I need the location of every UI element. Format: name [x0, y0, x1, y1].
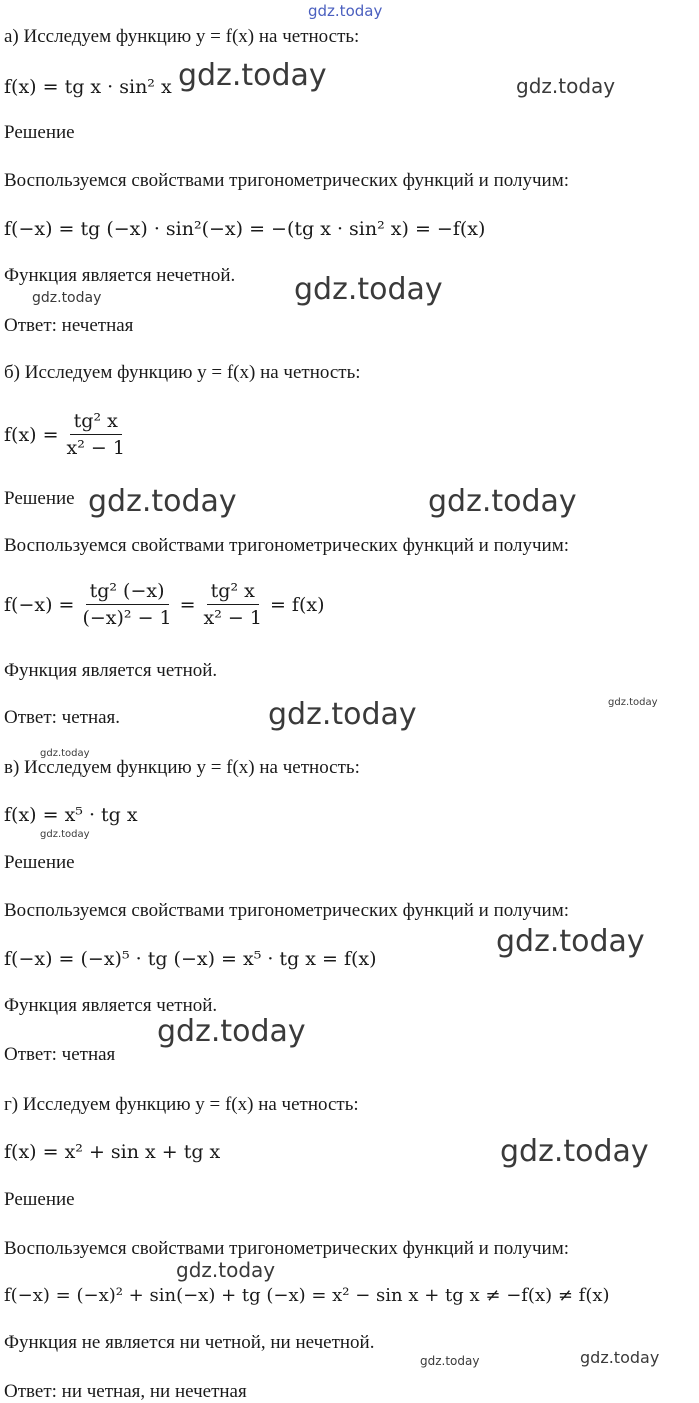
- part-b-function-denominator: x² − 1: [66, 437, 125, 459]
- part-b-calc-denominator-2: x² − 1: [203, 607, 262, 629]
- part-d-answer: Ответ: ни четная, ни нечетная: [4, 1381, 247, 1402]
- part-b-function: [4, 410, 133, 459]
- watermark-text: gdz.today: [294, 272, 443, 307]
- watermark-text: gdz.today: [40, 829, 90, 840]
- part-b-function-lhs: f(x) =: [4, 423, 59, 446]
- part-b-calc-rhs: = f(x): [269, 593, 325, 616]
- part-b-solution-label: Решение: [4, 488, 75, 509]
- part-b-function-numerator: tg² x: [70, 410, 122, 435]
- part-a-solution-label: Решение: [4, 122, 75, 143]
- watermark-text: gdz.today: [420, 1354, 480, 1368]
- watermark-text: gdz.today: [88, 484, 237, 519]
- part-c-task: в) Исследуем функцию y = f(x) на четность:: [4, 757, 360, 778]
- watermark-text: gdz.today: [580, 1348, 660, 1367]
- watermark-text: gdz.today: [157, 1014, 306, 1049]
- watermark-text: gdz.today: [516, 74, 616, 98]
- part-d-task: г) Исследуем функцию y = f(x) на четность:: [4, 1094, 359, 1115]
- watermark-text: gdz.today: [40, 748, 90, 759]
- watermark-text: gdz.today: [428, 484, 577, 519]
- part-c-intro: Воспользуемся свойствами тригонометрических функций и получим:: [4, 900, 570, 921]
- part-b-calc-lhs: f(−x) =: [4, 593, 75, 616]
- part-d-solution-label: Решение: [4, 1189, 75, 1210]
- watermark-text: gdz.today: [308, 2, 383, 20]
- part-b-calc-equals: =: [179, 593, 196, 616]
- watermark-text: gdz.today: [496, 924, 645, 959]
- part-b-calc-fraction-2: [200, 580, 266, 629]
- part-b-answer: Ответ: четная.: [4, 707, 121, 728]
- watermark-text: gdz.today: [32, 290, 102, 306]
- part-b-task: б) Исследуем функцию y = f(x) на четность:: [4, 362, 361, 383]
- part-d-calculation: f(−x) = (−x)² + sin(−x) + tg (−x) = x² − sin x + tg x ≠ −f(x) ≠ f(x): [4, 1285, 610, 1306]
- part-b-intro: Воспользуемся свойствами тригонометрических функций и получим:: [4, 535, 570, 556]
- part-c-calculation: f(−x) = (−x)⁵ · tg (−x) = x⁵ · tg x = f(x): [4, 948, 377, 970]
- part-b-calc-fraction-1: [78, 580, 175, 629]
- watermark-text: gdz.today: [608, 697, 658, 708]
- part-d-intro: Воспользуемся свойствами тригонометрических функций и получим:: [4, 1238, 570, 1259]
- part-a-function: f(x) = tg x · sin² x: [4, 76, 172, 98]
- part-c-answer: Ответ: четная: [4, 1044, 116, 1065]
- part-b-calc-numerator-2: tg² x: [207, 580, 259, 605]
- part-d-conclusion: Функция не является ни четной, ни нечетной.: [4, 1332, 375, 1353]
- part-b-calc-denominator-1: (−x)² − 1: [82, 607, 172, 629]
- part-a-task: а) Исследуем функцию y = f(x) на четность:: [4, 26, 360, 47]
- watermark-text: gdz.today: [176, 1258, 276, 1282]
- part-b-conclusion: Функция является четной.: [4, 660, 218, 681]
- watermark-text: gdz.today: [178, 58, 327, 93]
- part-a-intro: Воспользуемся свойствами тригонометрических функций и получим:: [4, 170, 570, 191]
- part-c-function: f(x) = x⁵ · tg x: [4, 804, 138, 826]
- part-b-calculation: [4, 580, 325, 629]
- part-a-calculation: f(−x) = tg (−x) · sin²(−x) = −(tg x · sin² x) = −f(x): [4, 218, 486, 240]
- part-c-conclusion: Функция является четной.: [4, 995, 218, 1016]
- part-d-function: f(x) = x² + sin x + tg x: [4, 1141, 221, 1163]
- watermark-text: gdz.today: [268, 697, 417, 732]
- watermark-text: gdz.today: [500, 1134, 649, 1169]
- part-a-conclusion: Функция является нечетной.: [4, 265, 236, 286]
- part-a-answer: Ответ: нечетная: [4, 315, 134, 336]
- part-b-function-fraction: [63, 410, 129, 459]
- part-b-calc-numerator-1: tg² (−x): [86, 580, 169, 605]
- part-c-solution-label: Решение: [4, 852, 75, 873]
